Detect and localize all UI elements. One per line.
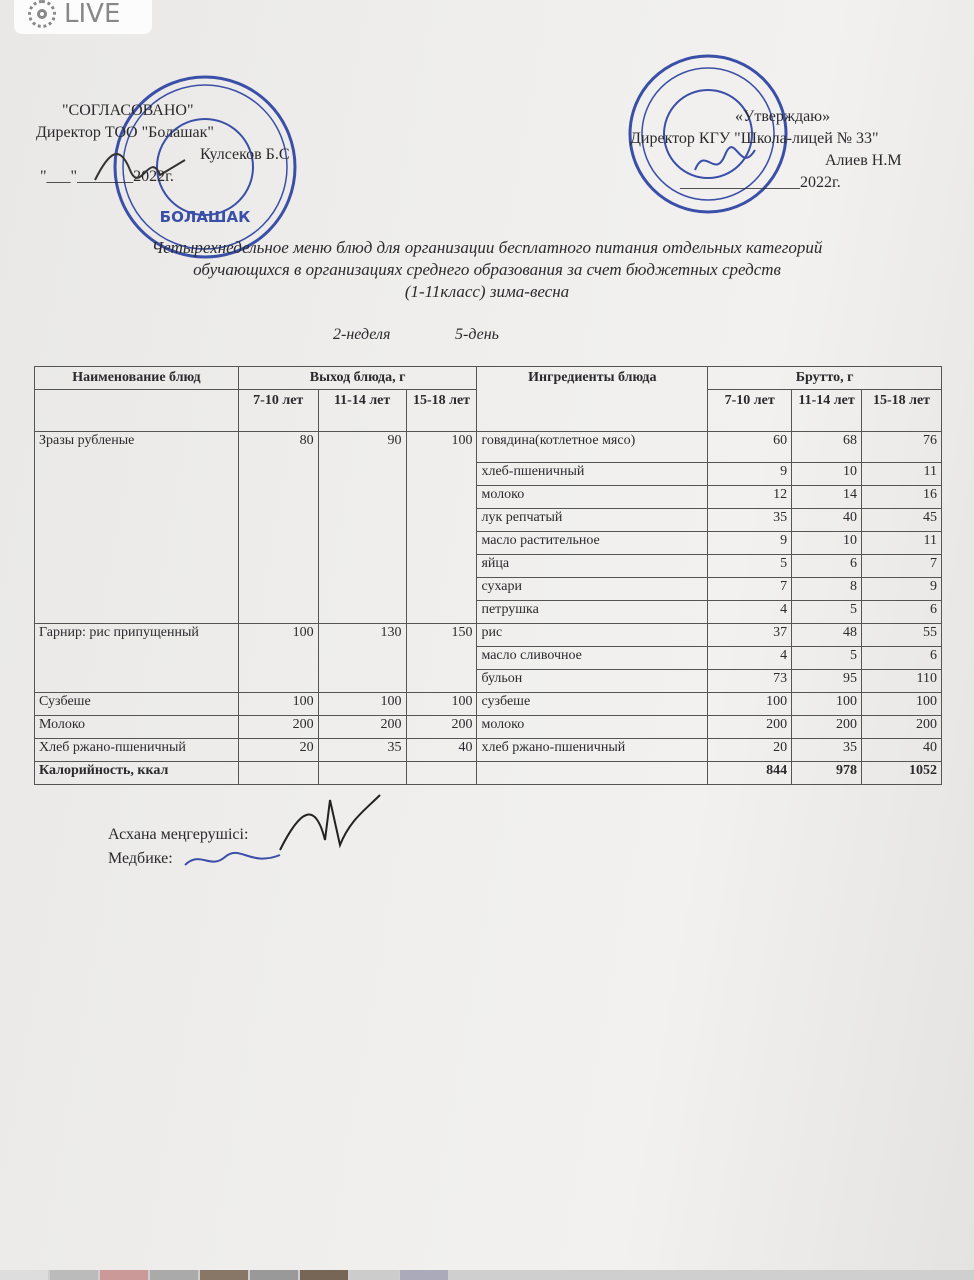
ingredient-name: молоко [477, 486, 708, 509]
ingredient-gross: 5 [708, 555, 792, 578]
approve-name: Алиев Н.М [825, 152, 902, 169]
menu-title-line3: (1-11класс) зима-весна [404, 282, 570, 301]
ingredient-gross: 68 [792, 432, 862, 463]
ingredient-gross: 6 [862, 647, 942, 670]
header-ingredients: Ингредиенты блюда [477, 367, 708, 432]
dish-yield: 130 [318, 624, 406, 693]
ingredient-name: петрушка [477, 601, 708, 624]
day-label: 5-день [455, 326, 499, 343]
dish-yield: 150 [406, 624, 477, 693]
total-value: 844 [708, 762, 792, 785]
ingredient-gross: 20 [708, 739, 792, 762]
table-row [35, 624, 942, 647]
header-gross-age: 7-10 лет [708, 390, 792, 432]
ingredient-name: лук репчатый [477, 509, 708, 532]
ingredient-gross: 5 [792, 601, 862, 624]
dish-name: Хлеб ржано-пшеничный [35, 739, 239, 762]
table-row [35, 716, 942, 739]
dish-yield: 35 [318, 739, 406, 762]
agreed-date: "___"_______2022г. [40, 168, 174, 185]
ingredient-gross: 76 [862, 432, 942, 463]
ingredient-gross: 95 [792, 670, 862, 693]
header-empty [35, 390, 239, 432]
dish-name: Гарнир: рис припущенный [35, 624, 239, 693]
ingredient-name: яйца [477, 555, 708, 578]
dish-yield: 100 [238, 624, 318, 693]
ingredient-gross: 11 [862, 463, 942, 486]
ingredient-gross: 55 [862, 624, 942, 647]
live-photo-icon [28, 0, 56, 28]
total-value: 1052 [862, 762, 942, 785]
ingredient-name: говядина(котлетное мясо) [477, 432, 708, 463]
ingredient-gross: 60 [708, 432, 792, 463]
ingredient-gross: 11 [862, 532, 942, 555]
dish-yield: 80 [238, 432, 318, 624]
table-row [35, 693, 942, 716]
dish-name: Молоко [35, 716, 239, 739]
ingredient-gross: 200 [792, 716, 862, 739]
dish-yield: 20 [238, 739, 318, 762]
ingredient-gross: 6 [862, 601, 942, 624]
header-gross: Брутто, г [708, 367, 942, 390]
table-row [35, 739, 942, 762]
ingredient-gross: 4 [708, 601, 792, 624]
ingredient-gross: 100 [792, 693, 862, 716]
dish-name: Зразы рубленые [35, 432, 239, 624]
agreed-name: Кулсеков Б.С [200, 146, 290, 163]
header-yield: Выход блюда, г [238, 367, 477, 390]
ingredient-gross: 35 [708, 509, 792, 532]
left-stamp-lettering: БОЛАШАК [159, 208, 251, 226]
ingredient-gross: 5 [792, 647, 862, 670]
agreed-director: Директор ТОО "Болашак" [36, 124, 214, 141]
menu-title-line2: обучающихся в организациях среднего образования за счет бюджетных средств [193, 260, 781, 279]
ingredient-name: сузбеше [477, 693, 708, 716]
ingredient-name: сухари [477, 578, 708, 601]
ingredient-gross: 200 [862, 716, 942, 739]
ingredient-gross: 200 [708, 716, 792, 739]
total-value: 978 [792, 762, 862, 785]
ingredient-gross: 4 [708, 647, 792, 670]
dish-name: Сузбеше [35, 693, 239, 716]
approve-director: Директор КГУ "Школа-лицей № 33" [630, 130, 879, 147]
approve-label: «Утверждаю» [735, 108, 831, 125]
agreed-label: "СОГЛАСОВАНО" [62, 102, 194, 119]
cook-label: Асхана меңгерушісі: [108, 826, 249, 843]
dish-yield: 100 [406, 693, 477, 716]
dish-yield: 200 [318, 716, 406, 739]
total-row [35, 762, 942, 785]
ingredient-gross: 35 [792, 739, 862, 762]
ingredient-gross: 7 [708, 578, 792, 601]
thumbnail-strip[interactable] [0, 1270, 974, 1280]
live-badge[interactable] [14, 0, 152, 34]
ingredient-gross: 10 [792, 463, 862, 486]
header-yield-age: 11-14 лет [318, 390, 406, 432]
ingredient-gross: 12 [708, 486, 792, 509]
empty-cell [477, 762, 708, 785]
total-label: Калорийность, ккал [35, 762, 239, 785]
ingredient-gross: 14 [792, 486, 862, 509]
dish-yield: 100 [238, 693, 318, 716]
dish-yield: 200 [238, 716, 318, 739]
header-gross-age: 15-18 лет [862, 390, 942, 432]
ingredient-gross: 9 [708, 532, 792, 555]
menu-table [34, 366, 942, 785]
ingredient-gross: 37 [708, 624, 792, 647]
ingredient-gross: 9 [862, 578, 942, 601]
dish-yield: 40 [406, 739, 477, 762]
header-yield-age: 7-10 лет [238, 390, 318, 432]
dish-yield: 100 [406, 432, 477, 624]
ingredient-name: рис [477, 624, 708, 647]
ingredient-gross: 48 [792, 624, 862, 647]
ingredient-gross: 8 [792, 578, 862, 601]
ingredient-name: хлеб-пшеничный [477, 463, 708, 486]
table-row [35, 432, 942, 463]
header-gross-age: 11-14 лет [792, 390, 862, 432]
menu-title-line1: Четырехнедельное меню блюд для организации бесплатного питания отдельных категорий [151, 238, 823, 257]
ingredient-gross: 100 [708, 693, 792, 716]
empty-cell [318, 762, 406, 785]
ingredient-gross: 9 [708, 463, 792, 486]
ingredient-gross: 7 [862, 555, 942, 578]
ingredient-gross: 100 [862, 693, 942, 716]
ingredient-gross: 16 [862, 486, 942, 509]
ingredient-name: масло сливочное [477, 647, 708, 670]
header-yield-age: 15-18 лет [406, 390, 477, 432]
ingredient-name: хлеб ржано-пшеничный [477, 739, 708, 762]
nurse-signature [180, 845, 290, 875]
nurse-label: Медбике: [108, 850, 173, 867]
ingredient-gross: 10 [792, 532, 862, 555]
ingredient-gross: 6 [792, 555, 862, 578]
ingredient-gross: 73 [708, 670, 792, 693]
ingredient-name: молоко [477, 716, 708, 739]
ingredient-name: масло растительное [477, 532, 708, 555]
week-label: 2-неделя [333, 326, 391, 343]
ingredient-gross: 40 [792, 509, 862, 532]
empty-cell [238, 762, 318, 785]
dish-yield: 200 [406, 716, 477, 739]
empty-cell [406, 762, 477, 785]
ingredient-gross: 40 [862, 739, 942, 762]
dish-yield: 100 [318, 693, 406, 716]
ingredient-name: бульон [477, 670, 708, 693]
dish-yield: 90 [318, 432, 406, 624]
ingredient-gross: 45 [862, 509, 942, 532]
approve-date: _______________2022г. [680, 174, 841, 191]
header-dish: Наименование блюд [35, 367, 239, 390]
live-label: LIVE [64, 0, 121, 29]
ingredient-gross: 110 [862, 670, 942, 693]
